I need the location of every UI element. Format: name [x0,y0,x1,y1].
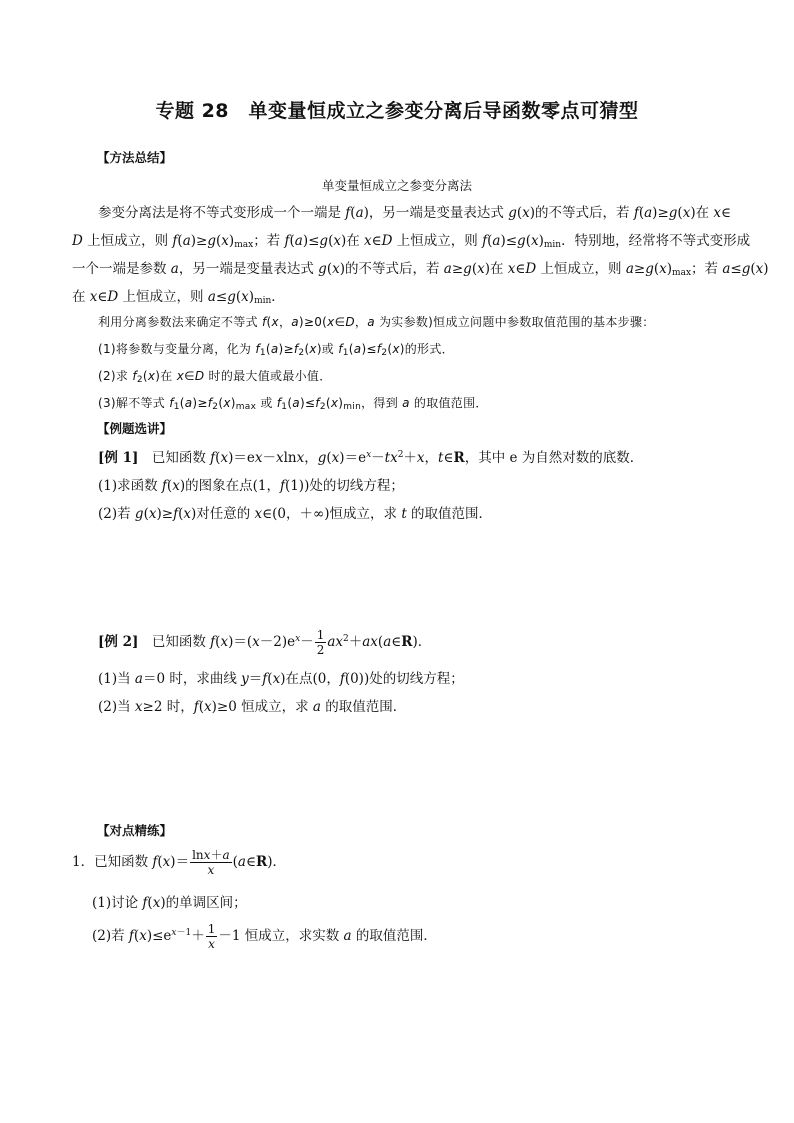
fraction-one-over-x: $\frac{1}{x}$ [207,922,216,951]
example-2-part-2: (2)当 x≥2 时，f(x)≥0 恒成立，求 a 的取值范围． [98,699,407,715]
example-2-stem: [例 2] 已知函数 $f(x)=(x-2)e^x-$ $\frac{1}{2}$ $ax^2+ax(a\in R)$． [98,628,432,657]
summary-line-2: D 上恒成立，则 $f(a)\ge g(x)_{max}$；若 f(a)≤g(x)在 x∈D 上恒成立，则 $f(a)\le g(x)_{min}$．特别地，经常将不等式变形成 [72,233,751,250]
example-1-part-2: (2)若 g(x)≥f(x)对任意的 x∈(0，＋∞)恒成立，求 t 的取值范围． [98,506,493,522]
practice-1-stem: 1．已知函数 f(x)＝ $\frac{\ln x+a}{x}$ (a∈R)． [72,848,286,877]
summary-line-4: 在 x∈D 上恒成立，则 $a\le g(x)_{min}$． [72,289,285,306]
steps-intro: 利用分离参数法来确定不等式 f(x，a)≥0(x∈D，a 为实参数)恒成立问题中参数取值范围的基本步骤： [98,315,655,329]
example-1-stem: [例 1] 已知函数 f(x)＝ex－xlnx，$g(x)=e^x-tx^2+x$，t∈R，其中 e 为自然对数的底数． [98,450,644,466]
step-2: (2)求 $f_2(x)$在 x∈D 时的最大值或最小值． [98,369,332,385]
page-title: 专题 28 单变量恒成立之参变分离后导函数零点可猜型 [155,100,639,122]
practice-heading: 【对点精练】 [97,823,173,838]
fraction-lnx-plus-a-over-x: $\frac{\ln x+a}{x}$ [192,848,230,877]
example-2-part-1: (1)当 a＝0 时，求曲线 y＝f(x)在点(0，f(0))处的切线方程； [98,671,464,687]
step-3: (3)解不等式 $f_1(a)\ge f_2(x)_{max}$ 或 $f_1(a)\le f_2(x)_{min}$，得到 a 的取值范围． [98,396,488,412]
practice-1-part-1: (1)讨论 f(x)的单调区间； [92,895,247,911]
example-2-label: [例 2] [98,634,139,650]
method-summary-heading: 【方法总结】 [97,150,173,165]
examples-heading: 【例题选讲】 [97,421,173,436]
example-1-part-1: (1)求函数 f(x)的图象在点(1，f(1))处的切线方程； [98,478,404,494]
practice-1-number: 1． [72,854,95,870]
example-1-label: [例 1] [98,450,139,466]
practice-1-part-2: (2)若 $f(x)\le e^{x-1}+$ $\frac{1}{x}$ －1 恒成立，求实数 a 的取值范围． [92,922,437,951]
summary-line-1: 参变分离法是将不等式变形成一个一端是 f(a)，另一端是变量表达式 g(x)的不等式后，若 f(a)≥g(x)在 x∈ [98,205,732,221]
summary-line-3: 一个一端是参数 a，另一端是变量表达式 g(x)的不等式后，若 a≥g(x)在 x∈D 上恒成立，则 $a\ge g(x)_{max}$；若 a≤g(x) [72,261,769,278]
fraction-one-half: $\frac{1}{2}$ [316,628,325,657]
method-subheading: 单变量恒成立之参变分离法 [321,178,472,193]
step-1: (1)将参数与变量分离，化为 $f_1(a)\ge f_2(x)$或 $f_1(a)\le f_2(x)$的形式． [98,342,454,358]
